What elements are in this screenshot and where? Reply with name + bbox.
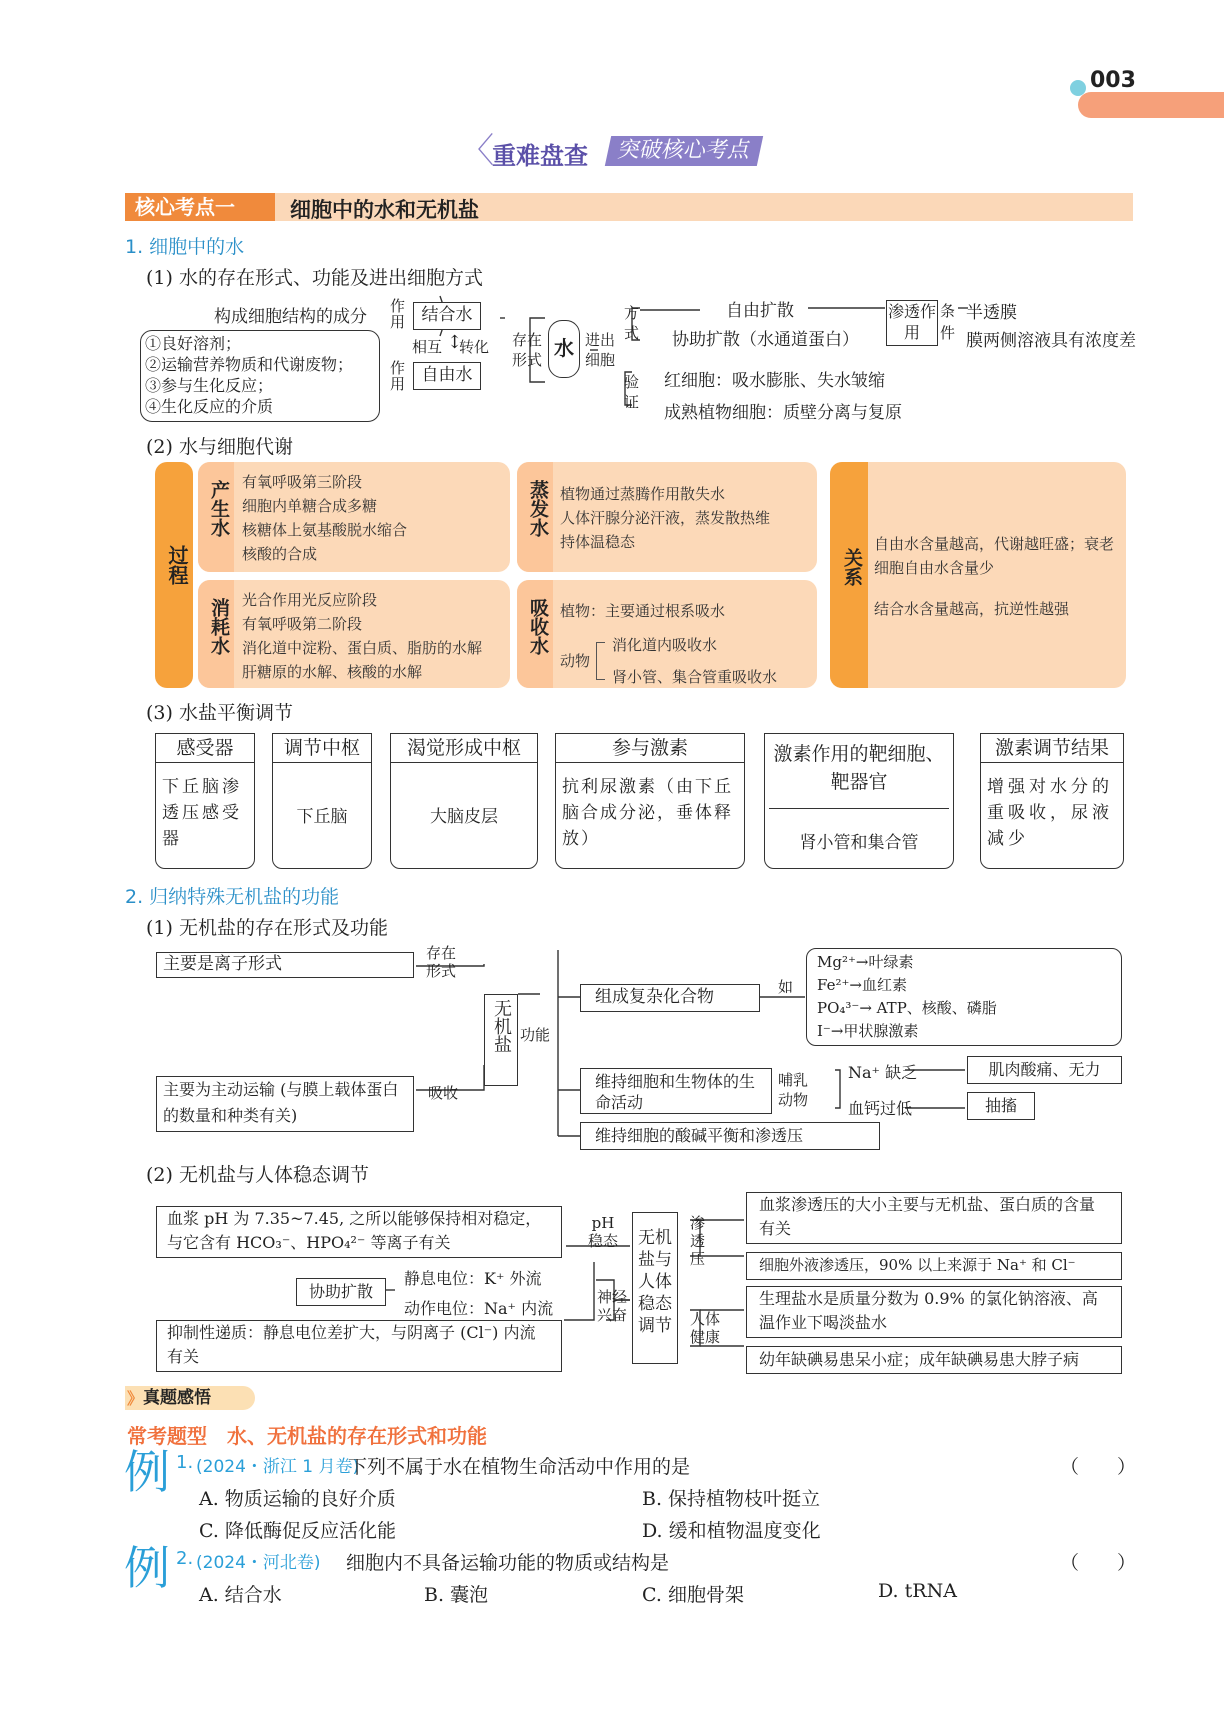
facilitated-diffusion: 协助扩散（水通道蛋白） <box>672 330 859 350</box>
osm2-text: 细胞外液渗透压，90% 以上来源于 Na⁺ 和 Cl⁻ <box>759 1256 1076 1274</box>
balance-body-1: 下丘脑渗透压感受器 <box>162 777 242 849</box>
condition-label: 条件 <box>940 302 956 342</box>
produce-2: 细胞内单糖合成多糖 <box>242 497 378 515</box>
exam-tag <box>125 1386 255 1410</box>
function-2: ②运输营养物质和代谢废物； <box>145 355 354 374</box>
balance-body-5: 肾小管和集合管 <box>799 833 919 853</box>
health1-text: 生理盐水是质量分数为 0.9% 的氯化钠溶液、高温作业下喝淡盐水 <box>759 1289 1098 1332</box>
q2-opt-b: B. 囊泡 <box>424 1584 489 1606</box>
q1-opt-a: A. 物质运输的良好介质 <box>199 1488 396 1510</box>
balance-receptor <box>155 733 255 869</box>
xiezhu-text: 协助扩散 <box>308 1282 373 1301</box>
evap-label: 蒸发水 <box>527 480 549 537</box>
cunzai-label: 存在形式 <box>426 944 457 980</box>
free-water-label: 自由水 <box>421 365 473 385</box>
balance-body-6: 增强对水分的重吸收，尿液减少 <box>987 777 1113 849</box>
ex-1: Mg²⁺→叶绿素 <box>817 953 914 971</box>
transport-text: 主要为主动运输 (与膜上载体蛋白的数量和种类有关) <box>163 1080 399 1125</box>
produce-3: 核糖体上氨基酸脱水缩合 <box>242 521 408 539</box>
bound-water <box>413 302 481 330</box>
home-center <box>632 1212 678 1364</box>
action-potential: 动作电位：Na⁺ 内流 <box>404 1299 554 1318</box>
plant-cell-text: 成熟植物细胞：质壁分离与复原 <box>664 403 902 423</box>
relation-label: 关系 <box>841 548 863 586</box>
ph-box <box>580 1122 880 1150</box>
banner-right: 突破核心考点 <box>605 136 763 166</box>
produce-1: 有氧呼吸第三阶段 <box>242 473 363 491</box>
q2-opt-d: D. tRNA <box>878 1580 957 1602</box>
q1-paren: （ ） <box>1060 1456 1137 1478</box>
water-node <box>548 320 580 378</box>
muscle-box <box>967 1056 1122 1084</box>
absorb-a2: 肾小管、集合管重吸收水 <box>612 668 778 686</box>
q1-opt-c: C. 降低酶促反应活化能 <box>199 1520 396 1542</box>
health2-text: 幼年缺碘易患呆小症；成年缺碘易患大脖子病 <box>759 1350 1080 1369</box>
fangshi: 方式 <box>624 304 640 342</box>
balance-body-4: 抗利尿激素（由下丘脑合成分泌，垂体释放） <box>562 777 733 849</box>
consume-3: 消化道中淀粉、蛋白质、脂肪的水解 <box>242 639 483 657</box>
balance-thirst <box>390 733 538 869</box>
life-text: 维持细胞和生物体的生命活动 <box>595 1072 756 1112</box>
balance-head-1: 感受器 <box>156 734 254 763</box>
zuoyong-2: 作用 <box>390 359 406 393</box>
consume-4: 肝糖原的水解、核酸的水解 <box>242 663 423 681</box>
q2-opt-a: A. 结合水 <box>199 1584 282 1606</box>
health2-box <box>746 1346 1122 1374</box>
relation-t1: 自由水含量越高，代谢越旺盛；衰老细胞自由水含量少 <box>874 535 1115 577</box>
q2-num: 2. <box>176 1548 194 1569</box>
heading-2: 2. 归纳特殊无机盐的功能 <box>125 886 340 908</box>
function-4: ④生化反应的介质 <box>145 397 274 416</box>
osmosis-label: 渗透作用 <box>887 302 936 342</box>
home-center-label: 无机盐与人体稳态调节 <box>638 1228 672 1336</box>
absorb-plant: 植物：主要通过根系吸水 <box>560 602 726 620</box>
ex-2: Fe²⁺→血红素 <box>817 976 907 994</box>
xishou-label: 吸收 <box>428 1084 459 1102</box>
gongneng-label: 功能 <box>520 1026 551 1044</box>
nerve-label: 神经兴奋 <box>596 1288 627 1324</box>
inhib-text: 抑制性递质：静息电位差扩大，与阴离子 (Cl⁻) 内流有关 <box>167 1323 536 1366</box>
absorb-bracket <box>596 642 605 680</box>
mutual-label: 相互 <box>412 338 443 356</box>
evap-2: 人体汗腺分泌汗液，蒸发散热维 <box>560 509 771 527</box>
exam-tag-label: 真题感悟 <box>143 1388 211 1408</box>
heading-2-1: (1) 无机盐的存在形式及功能 <box>146 917 388 939</box>
balance-body-3: 大脑皮层 <box>430 807 498 827</box>
free-water <box>413 362 481 390</box>
water-node-label: 水 <box>554 336 574 360</box>
q2-paren: （ ） <box>1060 1552 1137 1574</box>
ex-3: PO₄³⁻→ ATP、核酸、磷脂 <box>817 999 997 1017</box>
q2-opt-c: C. 细胞骨架 <box>642 1584 744 1606</box>
q2-stem: 细胞内不具备运输功能的物质或结构是 <box>346 1552 670 1574</box>
in-out-cell: 进出细胞 <box>585 331 616 369</box>
balance-head-2: 调节中枢 <box>273 734 371 763</box>
balance-body-2: 下丘脑 <box>296 807 348 827</box>
process-label: 过程 <box>165 545 189 585</box>
evap-3: 持体温稳态 <box>560 533 636 551</box>
balance-head-4: 参与激素 <box>556 734 744 763</box>
bound-water-label: 结合水 <box>421 305 473 325</box>
relation-t2: 结合水含量越高，抗逆性越强 <box>874 600 1070 618</box>
ion-text: 主要是离子形式 <box>163 954 282 974</box>
mammal-label: 哺乳动物 <box>778 1071 809 1109</box>
page-number: 003 <box>1090 68 1136 93</box>
rbc-text: 红细胞：吸水膨胀、失水皱缩 <box>664 371 885 391</box>
na-label: Na⁺ 缺乏 <box>848 1063 918 1082</box>
ph-steady-label: pH稳态 <box>587 1214 618 1250</box>
water-functions-box <box>140 330 380 422</box>
q1-opt-b: B. 保持植物枝叶挺立 <box>642 1488 821 1510</box>
rest-potential: 静息电位：K⁺ 外流 <box>404 1269 542 1288</box>
absorb-label: 吸收水 <box>527 598 549 655</box>
consume-items <box>242 588 482 684</box>
balance-center <box>272 733 372 869</box>
banner-left-bracket: 〈 <box>460 131 494 171</box>
health1-box <box>746 1286 1122 1338</box>
arrow-updown-icon: ↕ <box>447 332 463 353</box>
ru-label: 如 <box>778 978 794 996</box>
heading-1: 1. 细胞中的水 <box>125 236 245 258</box>
osm1-box <box>746 1192 1122 1244</box>
salt-center <box>484 994 518 1086</box>
exist-form: 存在形式 <box>512 331 543 369</box>
q1-src: (2024・浙江 1 月卷) <box>196 1457 360 1477</box>
ex-4: I⁻→甲状腺激素 <box>817 1022 919 1040</box>
semipermeable: 半透膜 <box>966 303 1017 323</box>
free-diffusion: 自由扩散 <box>726 301 794 321</box>
muscle-text: 肌肉酸痛、无力 <box>988 1060 1101 1079</box>
plasma-text: 血浆 pH 为 7.35~7.45, 之所以能够保持相对稳定，与它含有 HCO₃⁻、HPO₄²⁻ 等离子有关 <box>167 1209 542 1252</box>
banner-left: 重难盘查 <box>492 142 588 170</box>
convert-label: 转化 <box>459 338 490 356</box>
produce-items <box>242 470 407 566</box>
balance-head-6: 激素调节结果 <box>981 734 1123 763</box>
exam-tag-arrow: 》 <box>127 1389 144 1408</box>
balance-hormone <box>555 733 745 869</box>
spasm-text: 抽搐 <box>984 1096 1017 1115</box>
q1-num: 1. <box>176 1452 194 1473</box>
structure-text: 构成细胞结构的成分 <box>214 307 367 327</box>
ca-label: 血钙过低 <box>848 1099 913 1118</box>
osmosis-box <box>886 300 938 346</box>
salt-center-label: 无机盐 <box>491 999 512 1053</box>
xiezhu-box <box>296 1278 386 1306</box>
spasm-box <box>967 1092 1035 1120</box>
examples-box <box>806 948 1122 1046</box>
produce-4: 核酸的合成 <box>242 545 318 563</box>
plasma-box <box>156 1206 562 1258</box>
zuoyong-1: 作用 <box>390 297 406 331</box>
exam-type-title: 常考题型 水、无机盐的存在形式和功能 <box>127 1424 487 1448</box>
ph-text: 维持细胞的酸碱平衡和渗透压 <box>595 1126 804 1145</box>
heading-1-1: (1) 水的存在形式、功能及进出细胞方式 <box>146 267 483 289</box>
balance-head-3: 渴觉形成中枢 <box>391 734 537 763</box>
yanzheng: 验证 <box>624 373 640 411</box>
osm1-text: 血浆渗透压的大小主要与无机盐、蛋白质的含量有关 <box>759 1195 1096 1238</box>
balance-head-5: 激素作用的靶细胞、靶器官 <box>769 740 949 809</box>
balance-target <box>764 733 954 869</box>
osm2-box <box>746 1252 1122 1280</box>
osm-label: 渗透压 <box>690 1214 706 1268</box>
li-mark-2: 例 <box>124 1541 170 1595</box>
consume-2: 有氧呼吸第二阶段 <box>242 615 363 633</box>
li-mark-1: 例 <box>124 1445 170 1499</box>
concentration-diff: 膜两侧溶液具有浓度差 <box>966 331 1136 351</box>
ion-box <box>156 952 414 978</box>
q1-stem: 下列不属于水在植物生命活动中作用的是 <box>348 1456 691 1478</box>
section-tag: 核心考点一 <box>125 193 275 221</box>
q1-opt-d: D. 缓和植物温度变化 <box>642 1520 821 1542</box>
function-1: ①良好溶剂； <box>145 334 242 353</box>
balance-result <box>980 733 1124 869</box>
produce-label: 产生水 <box>208 480 230 537</box>
health-label: 人体健康 <box>690 1310 721 1346</box>
absorb-a1: 消化道内吸收水 <box>612 636 718 654</box>
evap-items <box>560 482 770 554</box>
complex-box <box>580 984 760 1012</box>
function-3: ③参与生化反应； <box>145 376 274 395</box>
complex-text: 组成复杂化合物 <box>595 987 714 1007</box>
q2-src: (2024・河北卷) <box>196 1553 321 1573</box>
consume-1: 光合作用光反应阶段 <box>242 591 378 609</box>
absorb-animal: 动物 <box>560 652 591 670</box>
section-title: 细胞中的水和无机盐 <box>290 198 479 222</box>
evap-1: 植物通过蒸腾作用散失水 <box>560 485 726 503</box>
inhib-box <box>156 1320 562 1372</box>
heading-2-2: (2) 无机盐与人体稳态调节 <box>146 1164 369 1186</box>
heading-1-3: (3) 水盐平衡调节 <box>146 702 293 724</box>
heading-1-2: (2) 水与细胞代谢 <box>146 436 293 458</box>
life-box <box>580 1068 772 1114</box>
consume-label: 消耗水 <box>208 598 230 655</box>
transport-box <box>156 1076 414 1132</box>
